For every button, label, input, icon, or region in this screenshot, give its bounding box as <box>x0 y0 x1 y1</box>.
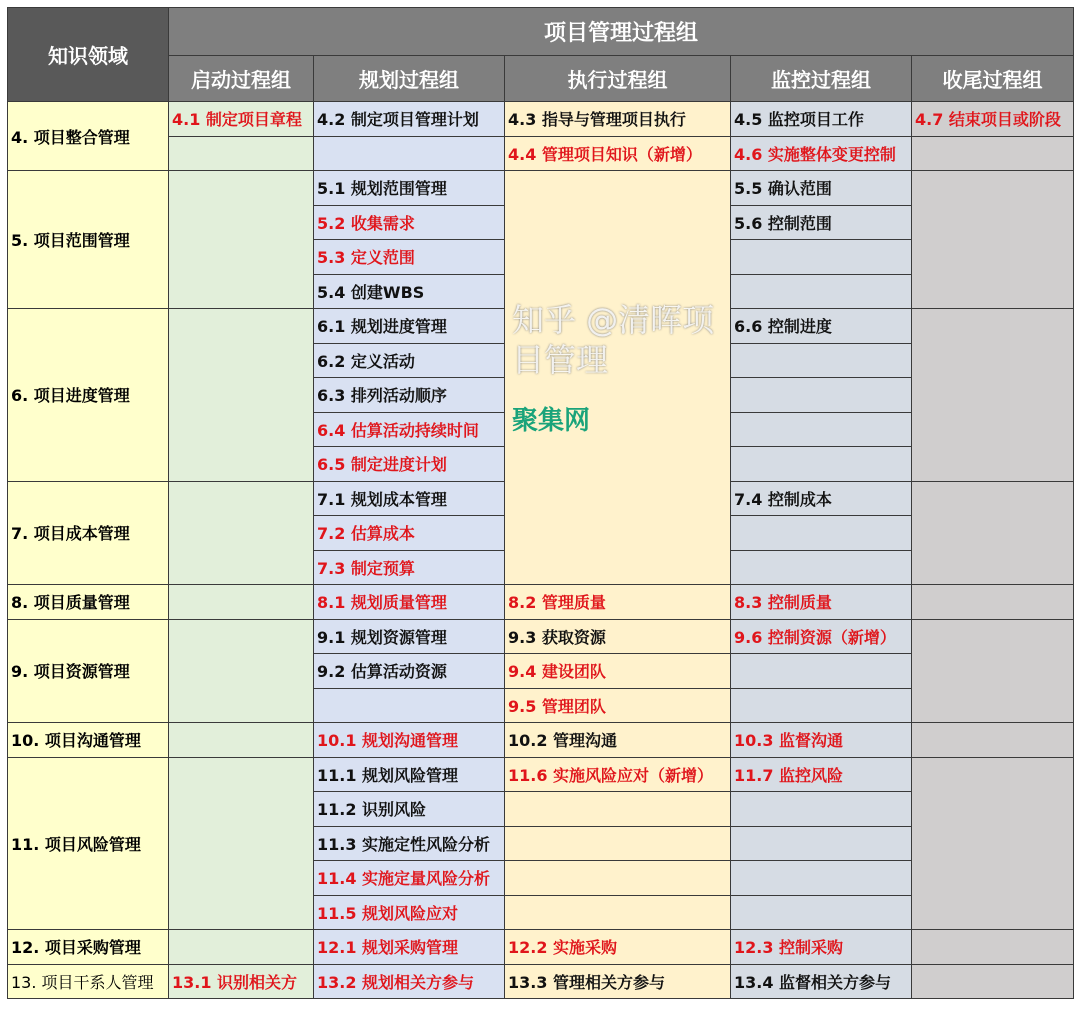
initiating-process-cell <box>169 723 314 758</box>
monitoring-process-cell <box>731 378 912 413</box>
closing-process-cell <box>912 481 1074 585</box>
table-row <box>8 964 1074 999</box>
initiating-process-cell <box>169 171 314 309</box>
header-monitoring: 监控过程组 <box>731 56 912 102</box>
planning-process-cell: 11.2 识别风险 <box>314 792 505 827</box>
knowledge-area-cell: 6. 项目进度管理 <box>8 309 169 482</box>
planning-process-cell: 7.1 规划成本管理 <box>314 481 505 516</box>
monitoring-process-cell <box>731 447 912 482</box>
initiating-process-cell <box>169 619 314 723</box>
planning-process-cell: 12.1 规划采购管理 <box>314 930 505 965</box>
planning-process-cell: 8.1 规划质量管理 <box>314 585 505 620</box>
executing-process-cell <box>505 826 731 861</box>
initiating-process-cell <box>169 136 314 171</box>
monitoring-process-cell <box>731 895 912 930</box>
executing-process-cell <box>505 792 731 827</box>
initiating-process-cell <box>169 481 314 585</box>
planning-process-cell: 6.4 估算活动持续时间 <box>314 412 505 447</box>
monitoring-process-cell <box>731 826 912 861</box>
initiating-process-cell <box>169 930 314 965</box>
knowledge-area-cell: 9. 项目资源管理 <box>8 619 169 723</box>
closing-process-cell <box>912 309 1074 482</box>
table-row <box>8 619 1074 654</box>
knowledge-area-cell: 12. 项目采购管理 <box>8 930 169 965</box>
monitoring-process-cell <box>731 654 912 689</box>
initiating-process-cell <box>169 757 314 930</box>
knowledge-area-cell: 11. 项目风险管理 <box>8 757 169 930</box>
monitoring-process-cell: 5.5 确认范围 <box>731 171 912 206</box>
planning-process-cell: 6.3 排列活动顺序 <box>314 378 505 413</box>
watermark: 知乎 @清晖项目管理 <box>512 301 715 379</box>
knowledge-area-cell: 10. 项目沟通管理 <box>8 723 169 758</box>
table-body <box>8 102 1074 999</box>
table-row <box>8 585 1074 620</box>
monitoring-process-cell <box>731 240 912 275</box>
planning-process-cell: 11.5 规划风险应对 <box>314 895 505 930</box>
process-groups-title: 项目管理过程组 <box>169 8 1074 56</box>
planning-process-cell: 11.1 规划风险管理 <box>314 757 505 792</box>
table-row <box>8 757 1074 792</box>
executing-process-cell: 13.3 管理相关方参与 <box>505 964 731 999</box>
monitoring-process-cell: 11.7 监控风险 <box>731 757 912 792</box>
monitoring-process-cell: 9.6 控制资源（新增） <box>731 619 912 654</box>
monitoring-process-cell: 4.5 监控项目工作 <box>731 102 912 137</box>
planning-process-cell: 9.2 估算活动资源 <box>314 654 505 689</box>
planning-process-cell: 10.1 规划沟通管理 <box>314 723 505 758</box>
planning-process-cell: 5.4 创建WBS <box>314 274 505 309</box>
planning-process-cell: 13.2 规划相关方参与 <box>314 964 505 999</box>
closing-process-cell <box>912 585 1074 620</box>
knowledge-area-cell: 7. 项目成本管理 <box>8 481 169 585</box>
initiating-process-cell: 4.1 制定项目章程 <box>169 102 314 137</box>
header-initiating: 启动过程组 <box>169 56 314 102</box>
executing-process-cell: 9.4 建设团队 <box>505 654 731 689</box>
executing-process-cell: 12.2 实施采购 <box>505 930 731 965</box>
monitoring-process-cell: 13.4 监督相关方参与 <box>731 964 912 999</box>
knowledge-area-header: 知识领域 <box>8 8 169 102</box>
monitoring-process-cell <box>731 861 912 896</box>
initiating-process-cell <box>169 309 314 482</box>
monitoring-process-cell <box>731 412 912 447</box>
executing-process-cell: 9.3 获取资源 <box>505 619 731 654</box>
executing-process-cell: 4.4 管理项目知识（新增） <box>505 136 731 171</box>
header-executing: 执行过程组 <box>505 56 731 102</box>
executing-process-cell: 10.2 管理沟通 <box>505 723 731 758</box>
planning-process-cell: 6.2 定义活动 <box>314 343 505 378</box>
closing-process-cell: 4.7 结束项目或阶段 <box>912 102 1074 137</box>
executing-process-cell: 11.6 实施风险应对（新增） <box>505 757 731 792</box>
table-row <box>8 171 1074 206</box>
table-row <box>8 930 1074 965</box>
planning-process-cell: 5.3 定义范围 <box>314 240 505 275</box>
planning-process-cell: 9.1 规划资源管理 <box>314 619 505 654</box>
monitoring-process-cell: 5.6 控制范围 <box>731 205 912 240</box>
planning-process-cell: 4.2 制定项目管理计划 <box>314 102 505 137</box>
monitoring-process-cell <box>731 343 912 378</box>
monitoring-process-cell <box>731 688 912 723</box>
monitoring-process-cell: 6.6 控制进度 <box>731 309 912 344</box>
executing-process-cell: 4.3 指导与管理项目执行 <box>505 102 731 137</box>
closing-process-cell <box>912 171 1074 309</box>
closing-process-cell <box>912 757 1074 930</box>
monitoring-process-cell <box>731 792 912 827</box>
initiating-process-cell: 13.1 识别相关方 <box>169 964 314 999</box>
watermark-site: 聚集网 <box>512 406 591 436</box>
knowledge-area-cell: 4. 项目整合管理 <box>8 102 169 171</box>
closing-process-cell <box>912 723 1074 758</box>
planning-process-cell: 7.3 制定预算 <box>314 550 505 585</box>
planning-process-cell: 11.3 实施定性风险分析 <box>314 826 505 861</box>
closing-process-cell <box>912 619 1074 723</box>
monitoring-process-cell: 7.4 控制成本 <box>731 481 912 516</box>
executing-process-cell: 9.5 管理团队 <box>505 688 731 723</box>
planning-process-cell: 7.2 估算成本 <box>314 516 505 551</box>
initiating-process-cell <box>169 585 314 620</box>
knowledge-area-cell: 8. 项目质量管理 <box>8 585 169 620</box>
executing-process-cell <box>505 861 731 896</box>
planning-process-cell: 6.1 规划进度管理 <box>314 309 505 344</box>
planning-process-cell: 11.4 实施定量风险分析 <box>314 861 505 896</box>
closing-process-cell <box>912 964 1074 999</box>
executing-process-cell: 8.2 管理质量 <box>505 585 731 620</box>
monitoring-process-cell: 10.3 监督沟通 <box>731 723 912 758</box>
table-row <box>8 102 1074 137</box>
monitoring-process-cell <box>731 516 912 551</box>
monitoring-process-cell <box>731 274 912 309</box>
closing-process-cell <box>912 930 1074 965</box>
process-group-table <box>7 7 1074 999</box>
planning-process-cell: 5.2 收集需求 <box>314 205 505 240</box>
planning-process-cell <box>314 688 505 723</box>
knowledge-area-cell: 5. 项目范围管理 <box>8 171 169 309</box>
monitoring-process-cell: 8.3 控制质量 <box>731 585 912 620</box>
table-row <box>8 723 1074 758</box>
executing-process-cell <box>505 895 731 930</box>
planning-process-cell: 6.5 制定进度计划 <box>314 447 505 482</box>
closing-process-cell <box>912 136 1074 171</box>
monitoring-process-cell: 12.3 控制采购 <box>731 930 912 965</box>
planning-process-cell: 5.1 规划范围管理 <box>314 171 505 206</box>
knowledge-area-cell: 13. 项目干系人管理 <box>8 964 169 999</box>
monitoring-process-cell: 4.6 实施整体变更控制 <box>731 136 912 171</box>
monitoring-process-cell <box>731 550 912 585</box>
planning-process-cell <box>314 136 505 171</box>
header-closing: 收尾过程组 <box>912 56 1074 102</box>
header-planning: 规划过程组 <box>314 56 505 102</box>
